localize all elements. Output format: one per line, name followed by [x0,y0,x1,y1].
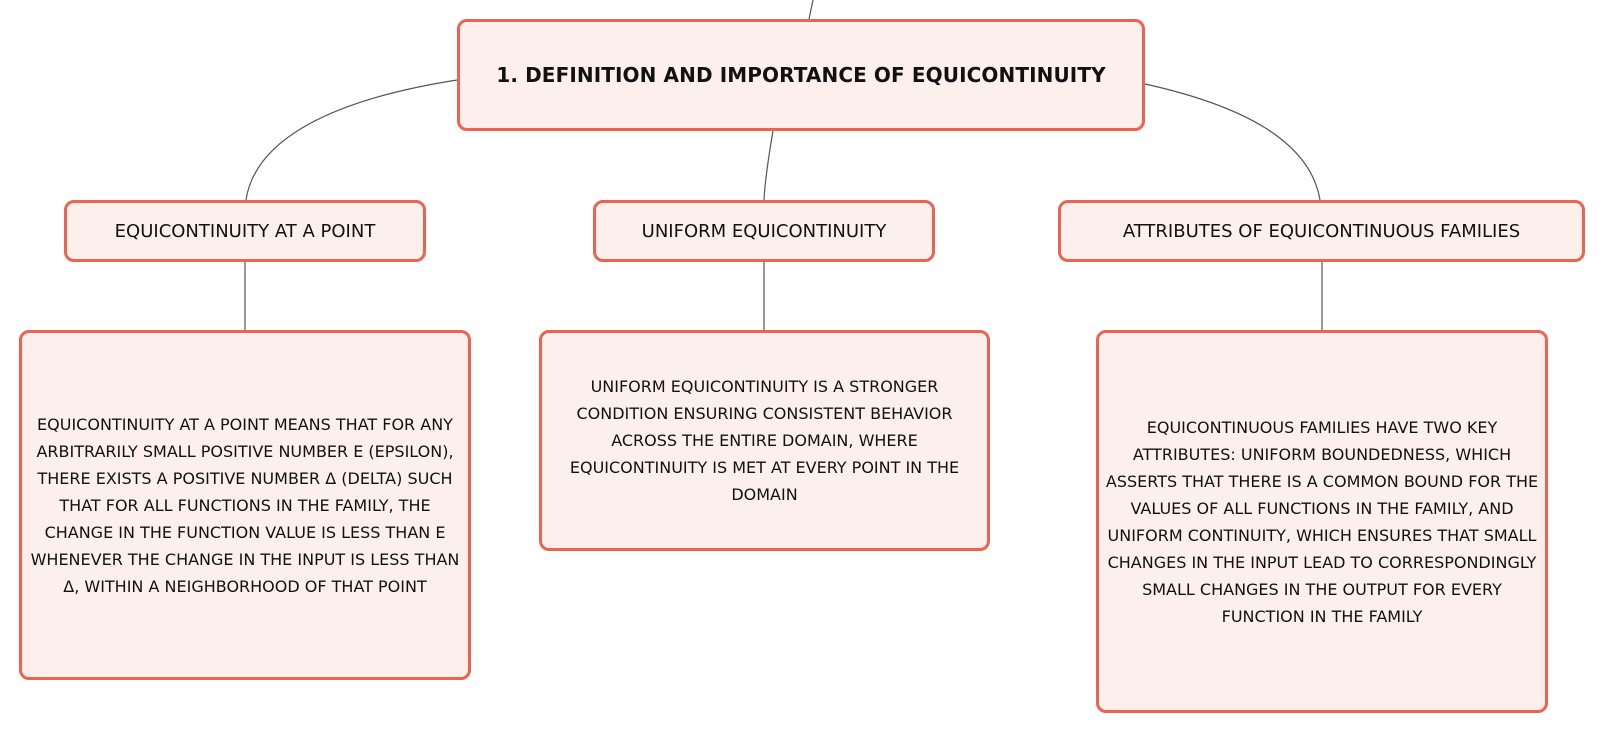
detail-node-equicontinuity-at-a-point[interactable]: EQUICONTINUITY AT A POINT MEANS THAT FOR ANY ARBITRARILY SMALL POSITIVE NUMBER Ε (EPSILON), THERE EXISTS A POSITIVE NUMBER Δ (DELTA) SUCH THAT FOR ALL FUNCTIONS IN THE FAMILY, THE CHANGE IN THE FUNCTION VALUE IS LESS THAN Ε WHENEVER THE CHANGE IN THE INPUT IS LESS THAN Δ, WITHIN A NEIGHBORHOOD OF THAT POINT [19,330,471,680]
connector-root-to-equicontinuity-at-a-point [246,80,457,200]
root-topic-node[interactable]: 1. DEFINITION AND IMPORTANCE OF EQUICONTINUITY [457,19,1145,131]
connector-root-to-uniform-equicontinuity [764,131,773,200]
detail-node-uniform-equicontinuity[interactable]: UNIFORM EQUICONTINUITY IS A STRONGER CONDITION ENSURING CONSISTENT BEHAVIOR ACROSS THE ENTIRE DOMAIN, WHERE EQUICONTINUITY IS MET AT EVERY POINT IN THE DOMAIN [539,330,990,551]
connector-parent-to-root [809,0,813,19]
detail-node-attributes-of-equicontinuous-families[interactable]: EQUICONTINUOUS FAMILIES HAVE TWO KEY ATTRIBUTES: UNIFORM BOUNDEDNESS, WHICH ASSERTS THAT THERE IS A COMMON BOUND FOR THE VALUES OF ALL FUNCTIONS IN THE FAMILY, AND UNIFORM CONTINUITY, WHICH ENSURES THAT SMALL CHANGES IN THE INPUT LEAD TO CORRESPONDINGLY SMALL CHANGES IN THE OUTPUT FOR EVERY FUNCTION IN THE FAMILY [1096,330,1548,713]
branch-node-equicontinuity-at-a-point[interactable]: EQUICONTINUITY AT A POINT [64,200,426,262]
connector-root-to-attributes [1145,84,1320,200]
branch-node-attributes-of-equicontinuous-families[interactable]: ATTRIBUTES OF EQUICONTINUOUS FAMILIES [1058,200,1585,262]
branch-node-uniform-equicontinuity[interactable]: UNIFORM EQUICONTINUITY [593,200,935,262]
